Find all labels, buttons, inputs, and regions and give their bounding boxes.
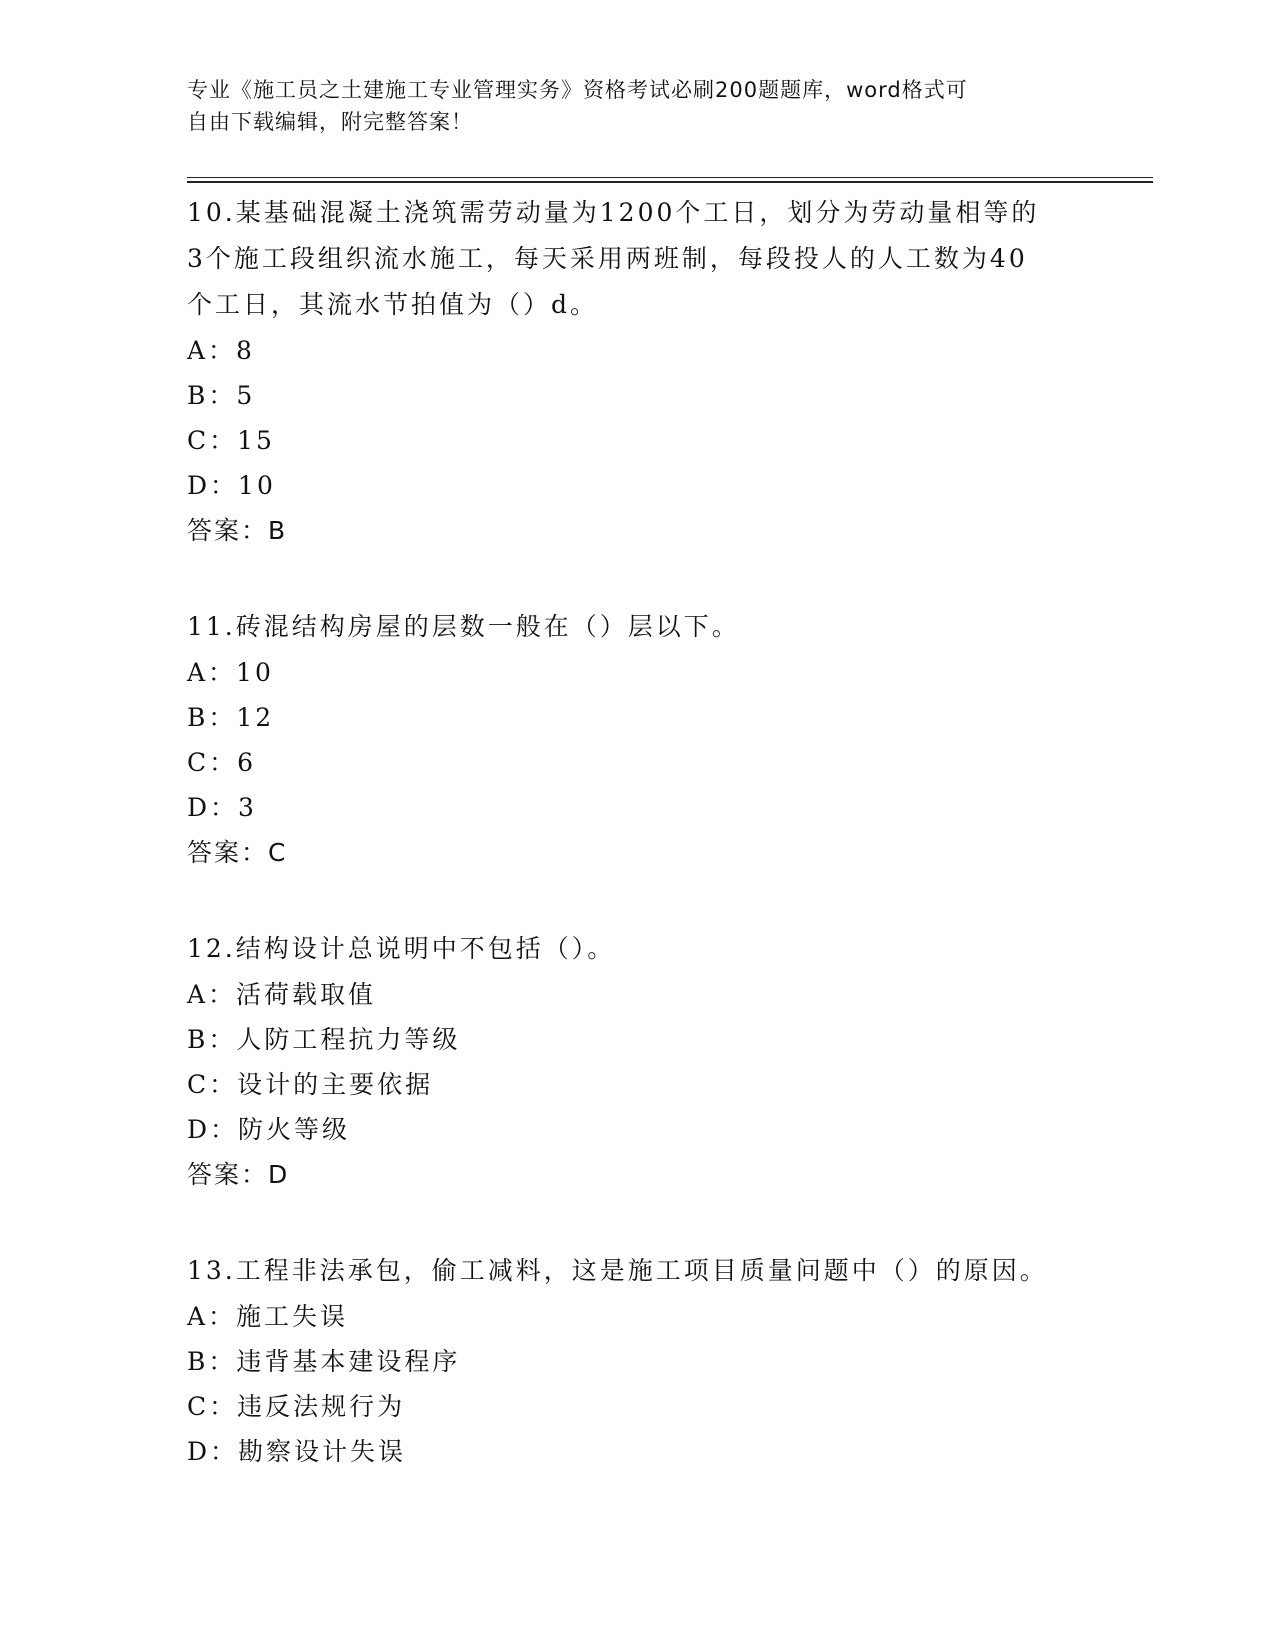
option-b: B：人防工程抗力等级 — [187, 1025, 461, 1054]
answer-label: 答案：C — [187, 838, 288, 867]
option-a: A：10 — [187, 658, 274, 687]
option-b: B：违背基本建设程序 — [187, 1347, 461, 1376]
option-a: A：施工失误 — [187, 1302, 349, 1331]
option-c: C：设计的主要依据 — [187, 1070, 434, 1099]
option-a: A：8 — [187, 336, 255, 365]
option-d: D：10 — [187, 471, 276, 500]
header-line-1: 专业《施工员之土建施工专业管理实务》资格考试必刷200题题库，word格式可 — [187, 78, 968, 102]
question-stem-line: 13.工程非法承包，偷工减料，这是施工项目质量问题中（）的原因。 — [187, 1256, 1048, 1285]
option-c: C：15 — [187, 426, 275, 455]
question-list — [187, 190, 1087, 1524]
option-d: D：3 — [187, 793, 257, 822]
option-c: C：6 — [187, 748, 257, 777]
option-b: B：12 — [187, 703, 275, 732]
option-a: A：活荷载取值 — [187, 980, 377, 1009]
question-11 — [187, 604, 1087, 876]
option-b: B：5 — [187, 381, 256, 410]
question-10 — [187, 190, 1087, 554]
answer-label: 答案：D — [187, 1160, 290, 1189]
question-stem-line: 个工日，其流水节拍值为（）d。 — [187, 290, 599, 319]
header-divider-thick — [187, 181, 1153, 183]
question-stem-line: 12.结构设计总说明中不包括（）。 — [187, 934, 616, 963]
question-stem-line: 3个施工段组织流水施工，每天采用两班制，每段投人的人工数为40 — [187, 244, 1028, 273]
option-c: C：违反法规行为 — [187, 1392, 406, 1421]
option-d: D：防火等级 — [187, 1115, 351, 1144]
question-stem-line: 11.砖混结构房屋的层数一般在（）层以下。 — [187, 612, 740, 641]
option-d: D：勘察设计失误 — [187, 1437, 407, 1466]
answer-label: 答案：B — [187, 516, 288, 545]
header-divider-thin — [187, 177, 1153, 178]
header-note — [187, 74, 1067, 138]
header-line-2: 自由下载编辑，附完整答案！ — [187, 110, 473, 134]
question-12 — [187, 926, 1087, 1198]
question-13 — [187, 1248, 1087, 1474]
question-stem-line: 10.某基础混凝土浇筑需劳动量为1200个工日，划分为劳动量相等的 — [187, 198, 1040, 227]
